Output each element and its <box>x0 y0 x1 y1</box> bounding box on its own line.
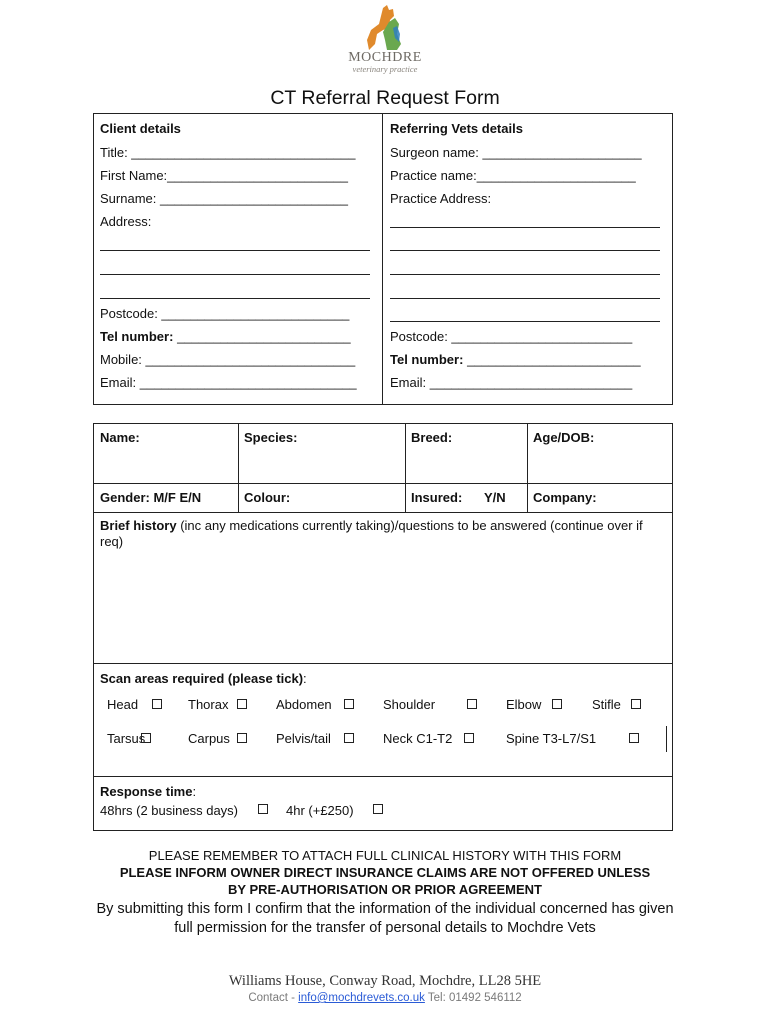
response-time-heading <box>100 784 196 799</box>
practice-tel-field[interactable] <box>390 352 641 367</box>
consent-statement: By submitting this form I confirm that the information of the individual concerned has given full permission for the transfer of personal details to Mochdre Vets <box>96 901 674 936</box>
scan-checkbox-spine[interactable] <box>629 733 639 743</box>
patient-row-divider <box>93 512 673 513</box>
patient-col-divider <box>405 423 406 512</box>
scan-label-tarsus: Tarsus <box>107 731 146 746</box>
practice-address-line[interactable] <box>390 227 660 228</box>
client-postcode-field[interactable]: Postcode: __________________________ <box>100 306 350 321</box>
scan-divider <box>93 776 673 777</box>
scan-label-pelvis: Pelvis/tail <box>276 731 331 746</box>
client-tel-label: Tel number: <box>100 329 174 344</box>
form-title: CT Referral Request Form <box>270 87 500 109</box>
response-time-title: Response time <box>100 784 193 799</box>
footer-address: Williams House, Conway Road, Mochdre, LL28 5HE <box>228 973 542 989</box>
response-option-4hr: 4hr (+£250) <box>286 803 354 818</box>
scan-label-elbow: Elbow <box>506 697 542 712</box>
response-checkbox-4hr[interactable] <box>373 804 383 814</box>
client-address-line[interactable] <box>100 298 370 299</box>
practice-logo <box>340 4 430 80</box>
scan-areas-title: Scan areas required (please tick) <box>100 671 304 686</box>
practice-tel-line: ________________________ <box>467 352 641 367</box>
client-address-line[interactable] <box>100 274 370 275</box>
client-tel-field[interactable] <box>100 329 351 344</box>
client-first-name-field[interactable]: First Name:_________________________ <box>100 168 348 183</box>
history-divider <box>93 663 673 664</box>
scan-row-marker <box>666 726 667 752</box>
scan-label-spine: Spine T3-L7/S1 <box>506 731 597 746</box>
client-surname-field[interactable]: Surname: __________________________ <box>100 191 348 206</box>
breed-field[interactable]: Breed: <box>411 430 453 445</box>
brief-history-text: (inc any medications currently taking)/questions to be answered (continue over if req) <box>100 518 643 549</box>
response-option-48hrs: 48hrs (2 business days) <box>100 803 239 818</box>
practice-address-line[interactable] <box>390 274 660 275</box>
practice-email-field[interactable]: Email: ____________________________ <box>390 375 633 390</box>
practice-address-line[interactable] <box>390 250 660 251</box>
scan-checkbox-tarsus[interactable] <box>141 733 151 743</box>
client-details-heading: Client details <box>100 121 181 136</box>
details-divider <box>382 113 383 405</box>
brief-history-field[interactable] <box>100 518 662 550</box>
practice-address-label: Practice Address: <box>390 191 492 206</box>
scan-checkbox-abdomen[interactable] <box>344 699 354 709</box>
colour-field[interactable]: Colour: <box>244 490 291 505</box>
scan-label-shoulder: Shoulder <box>383 697 436 712</box>
scan-label-thorax: Thorax <box>188 697 229 712</box>
contact-label: Contact - <box>248 992 299 1004</box>
client-mobile-field[interactable]: Mobile: _____________________________ <box>100 352 356 367</box>
client-title-field[interactable]: Title: _______________________________ <box>100 145 356 160</box>
patient-name-field[interactable]: Name: <box>100 430 140 445</box>
patient-row-divider <box>93 483 673 484</box>
scan-areas-heading <box>100 671 307 686</box>
scan-checkbox-stifle[interactable] <box>631 699 641 709</box>
client-address-line[interactable] <box>100 250 370 251</box>
scan-checkbox-elbow[interactable] <box>552 699 562 709</box>
client-address-label: Address: <box>100 214 152 229</box>
practice-tel-label: Tel number: <box>390 352 464 367</box>
practice-address-line[interactable] <box>390 321 660 322</box>
practice-address-line[interactable] <box>390 298 660 299</box>
scan-checkbox-thorax[interactable] <box>237 699 247 709</box>
surgeon-name-field[interactable]: Surgeon name: ______________________ <box>390 145 642 160</box>
patient-col-divider <box>527 423 528 512</box>
scan-checkbox-shoulder[interactable] <box>467 699 477 709</box>
vets-details-heading: Referring Vets details <box>390 121 523 136</box>
contact-email-link[interactable]: info@mochdrevets.co.uk <box>298 992 425 1004</box>
scan-label-neck: Neck C1-T2 <box>383 731 453 746</box>
scan-label-abdomen: Abdomen <box>276 697 332 712</box>
insured-yn[interactable]: Y/N <box>484 490 506 505</box>
species-field[interactable]: Species: <box>244 430 298 445</box>
client-email-field[interactable]: Email: ______________________________ <box>100 375 357 390</box>
attach-history-notice: PLEASE REMEMBER TO ATTACH FULL CLINICAL HISTORY WITH THIS FORM <box>148 848 622 863</box>
patient-col-divider <box>238 423 239 512</box>
insurance-notice-cont: BY PRE-AUTHORISATION OR PRIOR AGREEMENT <box>228 882 542 897</box>
footer-contact <box>0 992 770 1004</box>
gender-field[interactable]: Gender: M/F E/N <box>100 490 202 505</box>
scan-checkbox-neck[interactable] <box>464 733 474 743</box>
scan-checkbox-pelvis[interactable] <box>344 733 354 743</box>
scan-checkbox-head[interactable] <box>152 699 162 709</box>
scan-label-carpus: Carpus <box>188 731 230 746</box>
insurance-notice: PLEASE INFORM OWNER DIRECT INSURANCE CLAIMS ARE NOT OFFERED UNLESS <box>119 865 651 880</box>
scan-checkbox-carpus[interactable] <box>237 733 247 743</box>
response-time-colon: : <box>192 784 197 799</box>
dog-cat-logo-icon <box>363 4 407 50</box>
brief-history-label: Brief history <box>100 518 177 533</box>
company-field[interactable]: Company: <box>533 490 597 505</box>
scan-label-stifle: Stifle <box>592 697 621 712</box>
logo-tagline: veterinary practice <box>352 64 418 74</box>
practice-postcode-field[interactable]: Postcode: _________________________ <box>390 329 633 344</box>
age-dob-field[interactable]: Age/DOB: <box>533 430 595 445</box>
scan-areas-colon: : <box>303 671 307 686</box>
practice-name-field[interactable]: Practice name:______________________ <box>390 168 636 183</box>
client-tel-line: ________________________ <box>177 329 351 344</box>
scan-label-head: Head <box>107 697 139 712</box>
patient-box <box>93 423 673 831</box>
logo-name: MOCHDRE <box>348 50 422 65</box>
insured-label: Insured: <box>411 490 463 505</box>
contact-tel: Tel: 01492 546112 <box>424 992 522 1004</box>
response-checkbox-48hrs[interactable] <box>258 804 268 814</box>
